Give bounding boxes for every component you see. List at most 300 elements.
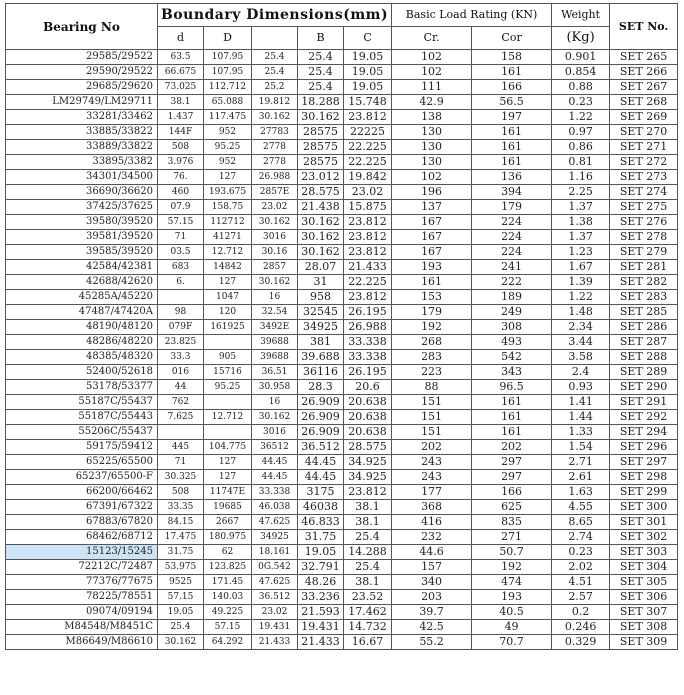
cell-d: 460: [158, 185, 204, 200]
cell-d: 57.15: [158, 590, 204, 605]
cell-cr: 151: [392, 425, 472, 440]
cell-B: 21.433: [298, 635, 344, 650]
cell-C: 26.195: [344, 365, 392, 380]
cell-C: 19.05: [344, 50, 392, 65]
cell-cr: 102: [392, 65, 472, 80]
cell-d: 57.15: [158, 215, 204, 230]
cell-C: 23.02: [344, 185, 392, 200]
cell-set-no: SET 281: [610, 260, 678, 275]
cell-d: 53.975: [158, 560, 204, 575]
cell-width-b: 3016: [252, 230, 298, 245]
cell-width-b: 47.625: [252, 515, 298, 530]
header-weight: Weight: [552, 4, 610, 27]
cell-B: 28.575: [298, 185, 344, 200]
cell-C: 15.875: [344, 200, 392, 215]
cell-B: 39.688: [298, 350, 344, 365]
cell-cor: 835: [472, 515, 552, 530]
cell-weight: 0.97: [552, 125, 610, 140]
cell-weight: 0.246: [552, 620, 610, 635]
cell-D: 120: [204, 305, 252, 320]
cell-C: 26.195: [344, 305, 392, 320]
table-row: [6, 605, 678, 620]
cell-d: 144F: [158, 125, 204, 140]
cell-cor: 297: [472, 455, 552, 470]
cell-cor: 297: [472, 470, 552, 485]
cell-D: 127: [204, 455, 252, 470]
cell-cor: 161: [472, 140, 552, 155]
cell-set-no: SET 290: [610, 380, 678, 395]
cell-C: 20.638: [344, 410, 392, 425]
cell-width-b: 30.162: [252, 110, 298, 125]
cell-cor: 241: [472, 260, 552, 275]
cell-width-b: 25.4: [252, 50, 298, 65]
cell-D: 107.95: [204, 50, 252, 65]
cell-weight: 1.48: [552, 305, 610, 320]
cell-bearing-no: 72212C/72487: [6, 560, 158, 575]
cell-d: 23.825: [158, 335, 204, 350]
cell-B: 44.45: [298, 470, 344, 485]
cell-cor: 493: [472, 335, 552, 350]
cell-bearing-no: 39585/39520: [6, 245, 158, 260]
cell-D: [204, 425, 252, 440]
cell-B: 18.288: [298, 95, 344, 110]
cell-bearing-no: 45285A/45220: [6, 290, 158, 305]
cell-D: 952: [204, 155, 252, 170]
cell-width-b: 0G.542: [252, 560, 298, 575]
cell-cr: 416: [392, 515, 472, 530]
header-d: d: [158, 27, 204, 50]
cell-width-b: 16: [252, 290, 298, 305]
cell-bearing-no: 48385/48320: [6, 350, 158, 365]
cell-width-b: 26.988: [252, 170, 298, 185]
cell-weight: 0.81: [552, 155, 610, 170]
cell-cor: 161: [472, 65, 552, 80]
cell-width-b: 19.431: [252, 620, 298, 635]
cell-d: 19.05: [158, 605, 204, 620]
cell-bearing-no: 15123/15245: [6, 545, 158, 560]
cell-d: 63.5: [158, 50, 204, 65]
cell-C: 23.812: [344, 215, 392, 230]
cell-C: 23.812: [344, 110, 392, 125]
cell-bearing-no: 65225/65500: [6, 455, 158, 470]
cell-cr: 42.9: [392, 95, 472, 110]
cell-C: 23.52: [344, 590, 392, 605]
cell-set-no: SET 288: [610, 350, 678, 365]
table-row: [6, 215, 678, 230]
cell-B: 36116: [298, 365, 344, 380]
cell-weight: 1.22: [552, 110, 610, 125]
cell-B: 21.593: [298, 605, 344, 620]
table-row: [6, 590, 678, 605]
cell-B: 21.438: [298, 200, 344, 215]
cell-d: 33.3: [158, 350, 204, 365]
cell-weight: 2.02: [552, 560, 610, 575]
cell-B: 48.26: [298, 575, 344, 590]
cell-B: 30.162: [298, 110, 344, 125]
cell-bearing-no: 59175/59412: [6, 440, 158, 455]
cell-cr: 203: [392, 590, 472, 605]
cell-set-no: SET 309: [610, 635, 678, 650]
cell-cr: 138: [392, 110, 472, 125]
cell-D: 15716: [204, 365, 252, 380]
cell-D: [204, 335, 252, 350]
cell-B: 46.833: [298, 515, 344, 530]
table-row: [6, 200, 678, 215]
cell-bearing-no: 55187C/55443: [6, 410, 158, 425]
cell-D: 64.292: [204, 635, 252, 650]
cell-cr: 243: [392, 470, 472, 485]
cell-cr: 130: [392, 155, 472, 170]
cell-D: 123.825: [204, 560, 252, 575]
table-row: [6, 155, 678, 170]
table-row: [6, 275, 678, 290]
cell-bearing-no: 77376/77675: [6, 575, 158, 590]
cell-cr: 268: [392, 335, 472, 350]
cell-D: 57.15: [204, 620, 252, 635]
cell-d: 7.625: [158, 410, 204, 425]
table-row: [6, 380, 678, 395]
cell-bearing-no: 33889/33822: [6, 140, 158, 155]
cell-cor: 193: [472, 590, 552, 605]
cell-cor: 70.7: [472, 635, 552, 650]
cell-B: 3175: [298, 485, 344, 500]
cell-weight: 1.37: [552, 230, 610, 245]
cell-cor: 161: [472, 155, 552, 170]
cell-cor: 96.5: [472, 380, 552, 395]
cell-weight: 2.61: [552, 470, 610, 485]
cell-set-no: SET 289: [610, 365, 678, 380]
cell-set-no: SET 306: [610, 590, 678, 605]
cell-cr: 177: [392, 485, 472, 500]
cell-B: 25.4: [298, 50, 344, 65]
cell-set-no: SET 291: [610, 395, 678, 410]
cell-set-no: SET 270: [610, 125, 678, 140]
table-row: [6, 290, 678, 305]
cell-D: [204, 395, 252, 410]
cell-width-b: 44.45: [252, 455, 298, 470]
cell-set-no: SET 294: [610, 425, 678, 440]
cell-width-b: 2778: [252, 140, 298, 155]
table-row: [6, 470, 678, 485]
header-cor: Cor: [472, 27, 552, 50]
cell-weight: 4.55: [552, 500, 610, 515]
cell-width-b: 3492E: [252, 320, 298, 335]
cell-d: 683: [158, 260, 204, 275]
cell-set-no: SET 276: [610, 215, 678, 230]
cell-width-b: 27783: [252, 125, 298, 140]
cell-C: 28.575: [344, 440, 392, 455]
cell-cr: 130: [392, 140, 472, 155]
cell-B: 23.012: [298, 170, 344, 185]
cell-C: 23.812: [344, 230, 392, 245]
cell-C: 14.732: [344, 620, 392, 635]
header-C: C: [344, 27, 392, 50]
cell-width-b: 23.02: [252, 605, 298, 620]
cell-D: 107.95: [204, 65, 252, 80]
cell-C: 38.1: [344, 575, 392, 590]
cell-C: 15.748: [344, 95, 392, 110]
cell-set-no: SET 302: [610, 530, 678, 545]
cell-set-no: SET 300: [610, 500, 678, 515]
header-B: B: [298, 27, 344, 50]
cell-weight: 1.63: [552, 485, 610, 500]
cell-D: 193.675: [204, 185, 252, 200]
table-row: [6, 260, 678, 275]
cell-cor: 222: [472, 275, 552, 290]
cell-C: 16.67: [344, 635, 392, 650]
cell-cor: 202: [472, 440, 552, 455]
cell-B: 33.236: [298, 590, 344, 605]
table-row: [6, 440, 678, 455]
cell-C: 25.4: [344, 530, 392, 545]
cell-bearing-no: 42584/42381: [6, 260, 158, 275]
cell-width-b: 21.433: [252, 635, 298, 650]
cell-d: 71: [158, 230, 204, 245]
cell-bearing-no: 67883/67820: [6, 515, 158, 530]
cell-cr: 137: [392, 200, 472, 215]
cell-d: 44: [158, 380, 204, 395]
cell-D: 41271: [204, 230, 252, 245]
cell-B: 28575: [298, 125, 344, 140]
cell-cr: 179: [392, 305, 472, 320]
cell-weight: 0.23: [552, 545, 610, 560]
cell-set-no: SET 304: [610, 560, 678, 575]
cell-set-no: SET 265: [610, 50, 678, 65]
cell-D: 158.75: [204, 200, 252, 215]
cell-B: 28575: [298, 140, 344, 155]
table-row: [6, 560, 678, 575]
cell-cr: 153: [392, 290, 472, 305]
cell-set-no: SET 287: [610, 335, 678, 350]
cell-cr: 243: [392, 455, 472, 470]
cell-cr: 157: [392, 560, 472, 575]
cell-weight: 0.329: [552, 635, 610, 650]
cell-cr: 88: [392, 380, 472, 395]
cell-cor: 40.5: [472, 605, 552, 620]
cell-cr: 151: [392, 395, 472, 410]
table-row: [6, 140, 678, 155]
cell-set-no: SET 273: [610, 170, 678, 185]
cell-set-no: SET 298: [610, 470, 678, 485]
cell-cr: 167: [392, 245, 472, 260]
cell-width-b: 47.625: [252, 575, 298, 590]
cell-cor: 224: [472, 245, 552, 260]
cell-B: 26.909: [298, 425, 344, 440]
cell-bearing-no: 39581/39520: [6, 230, 158, 245]
cell-cor: 166: [472, 485, 552, 500]
cell-D: 95.25: [204, 380, 252, 395]
table-row: [6, 305, 678, 320]
cell-d: [158, 290, 204, 305]
cell-D: 14842: [204, 260, 252, 275]
cell-weight: 0.93: [552, 380, 610, 395]
cell-width-b: 44.45: [252, 470, 298, 485]
cell-width-b: 30.162: [252, 410, 298, 425]
cell-cr: 283: [392, 350, 472, 365]
cell-bearing-no: 47487/47420A: [6, 305, 158, 320]
cell-cor: 50.7: [472, 545, 552, 560]
cell-bearing-no: 34301/34500: [6, 170, 158, 185]
cell-B: 28575: [298, 155, 344, 170]
cell-bearing-no: M86649/M86610: [6, 635, 158, 650]
cell-B: 30.162: [298, 215, 344, 230]
cell-B: 31.75: [298, 530, 344, 545]
table-row: [6, 95, 678, 110]
table-row: [6, 635, 678, 650]
cell-bearing-no: 29585/29522: [6, 50, 158, 65]
cell-bearing-no: 09074/09194: [6, 605, 158, 620]
cell-D: 161925: [204, 320, 252, 335]
cell-C: 23.812: [344, 290, 392, 305]
cell-D: 65.088: [204, 95, 252, 110]
cell-weight: 1.39: [552, 275, 610, 290]
cell-d: 508: [158, 485, 204, 500]
cell-d: 38.1: [158, 95, 204, 110]
table-row: [6, 110, 678, 125]
cell-width-b: 36.51: [252, 365, 298, 380]
cell-B: 28.07: [298, 260, 344, 275]
cell-cr: 130: [392, 125, 472, 140]
cell-C: 33.338: [344, 335, 392, 350]
cell-cor: 271: [472, 530, 552, 545]
cell-d: 71: [158, 455, 204, 470]
cell-D: 1047: [204, 290, 252, 305]
cell-B: 30.162: [298, 230, 344, 245]
cell-d: 31.75: [158, 545, 204, 560]
cell-D: 19685: [204, 500, 252, 515]
cell-C: 20.638: [344, 395, 392, 410]
cell-C: 19.05: [344, 65, 392, 80]
cell-cor: 179: [472, 200, 552, 215]
cell-cr: 368: [392, 500, 472, 515]
cell-bearing-no: 52400/52618: [6, 365, 158, 380]
cell-width-b: 25.4: [252, 65, 298, 80]
cell-B: 32545: [298, 305, 344, 320]
cell-d: 98: [158, 305, 204, 320]
cell-C: 34.925: [344, 455, 392, 470]
cell-width-b: 39688: [252, 335, 298, 350]
cell-bearing-no: LM29749/LM29711: [6, 95, 158, 110]
cell-C: 34.925: [344, 470, 392, 485]
header-blank: [252, 27, 298, 50]
cell-set-no: SET 266: [610, 65, 678, 80]
cell-d: 6.: [158, 275, 204, 290]
cell-d: 76.: [158, 170, 204, 185]
cell-bearing-no: 68462/68712: [6, 530, 158, 545]
cell-cr: 193: [392, 260, 472, 275]
cell-weight: 1.16: [552, 170, 610, 185]
cell-cr: 161: [392, 275, 472, 290]
cell-width-b: 33.338: [252, 485, 298, 500]
cell-width-b: 16: [252, 395, 298, 410]
cell-cor: 56.5: [472, 95, 552, 110]
cell-d: 9525: [158, 575, 204, 590]
cell-D: 11747E: [204, 485, 252, 500]
cell-bearing-no: 29590/29522: [6, 65, 158, 80]
cell-cor: 542: [472, 350, 552, 365]
cell-cor: 161: [472, 425, 552, 440]
cell-weight: 2.74: [552, 530, 610, 545]
table-row: [6, 530, 678, 545]
cell-d: 445: [158, 440, 204, 455]
cell-d: [158, 425, 204, 440]
cell-cr: 202: [392, 440, 472, 455]
cell-set-no: SET 286: [610, 320, 678, 335]
cell-set-no: SET 278: [610, 230, 678, 245]
cell-D: 140.03: [204, 590, 252, 605]
cell-weight: 2.71: [552, 455, 610, 470]
cell-cor: 394: [472, 185, 552, 200]
cell-D: 127: [204, 470, 252, 485]
table-row: [6, 395, 678, 410]
cell-C: 22.225: [344, 140, 392, 155]
cell-C: 22.225: [344, 275, 392, 290]
cell-cr: 232: [392, 530, 472, 545]
cell-cor: 625: [472, 500, 552, 515]
cell-bearing-no: M84548/M8451C: [6, 620, 158, 635]
cell-cr: 192: [392, 320, 472, 335]
cell-B: 32.791: [298, 560, 344, 575]
header-cr: Cr.: [392, 27, 472, 50]
cell-cr: 196: [392, 185, 472, 200]
cell-bearing-no: 55206C/55437: [6, 425, 158, 440]
cell-width-b: 23.02: [252, 200, 298, 215]
cell-C: 25.4: [344, 560, 392, 575]
cell-C: 22.225: [344, 155, 392, 170]
cell-D: 2667: [204, 515, 252, 530]
cell-B: 26.909: [298, 395, 344, 410]
cell-d: 25.4: [158, 620, 204, 635]
cell-width-b: 25.2: [252, 80, 298, 95]
table-row: [6, 230, 678, 245]
cell-width-b: 18.161: [252, 545, 298, 560]
cell-set-no: SET 296: [610, 440, 678, 455]
table-row: [6, 545, 678, 560]
cell-cor: 343: [472, 365, 552, 380]
cell-bearing-no: 66200/66462: [6, 485, 158, 500]
cell-B: 36.512: [298, 440, 344, 455]
cell-cor: 224: [472, 230, 552, 245]
cell-cor: 158: [472, 50, 552, 65]
cell-set-no: SET 305: [610, 575, 678, 590]
cell-bearing-no: 29685/29620: [6, 80, 158, 95]
cell-C: 33.338: [344, 350, 392, 365]
cell-width-b: 30.162: [252, 215, 298, 230]
cell-B: 958: [298, 290, 344, 305]
cell-weight: 0.86: [552, 140, 610, 155]
cell-B: 19.431: [298, 620, 344, 635]
cell-set-no: SET 285: [610, 305, 678, 320]
cell-bearing-no: 33895/3382: [6, 155, 158, 170]
cell-B: 44.45: [298, 455, 344, 470]
cell-cr: 102: [392, 50, 472, 65]
cell-width-b: 36512: [252, 440, 298, 455]
cell-cr: 167: [392, 215, 472, 230]
header-boundary-dimensions: Boundary Dimensions(mm): [158, 4, 392, 27]
cell-D: 171.45: [204, 575, 252, 590]
cell-set-no: SET 292: [610, 410, 678, 425]
cell-cor: 161: [472, 410, 552, 425]
cell-bearing-no: 33281/33462: [6, 110, 158, 125]
cell-width-b: 36.512: [252, 590, 298, 605]
cell-bearing-no: 53178/53377: [6, 380, 158, 395]
cell-weight: 2.25: [552, 185, 610, 200]
table-row: [6, 335, 678, 350]
cell-width-b: 46.038: [252, 500, 298, 515]
cell-set-no: SET 267: [610, 80, 678, 95]
cell-set-no: SET 279: [610, 245, 678, 260]
cell-weight: 4.51: [552, 575, 610, 590]
